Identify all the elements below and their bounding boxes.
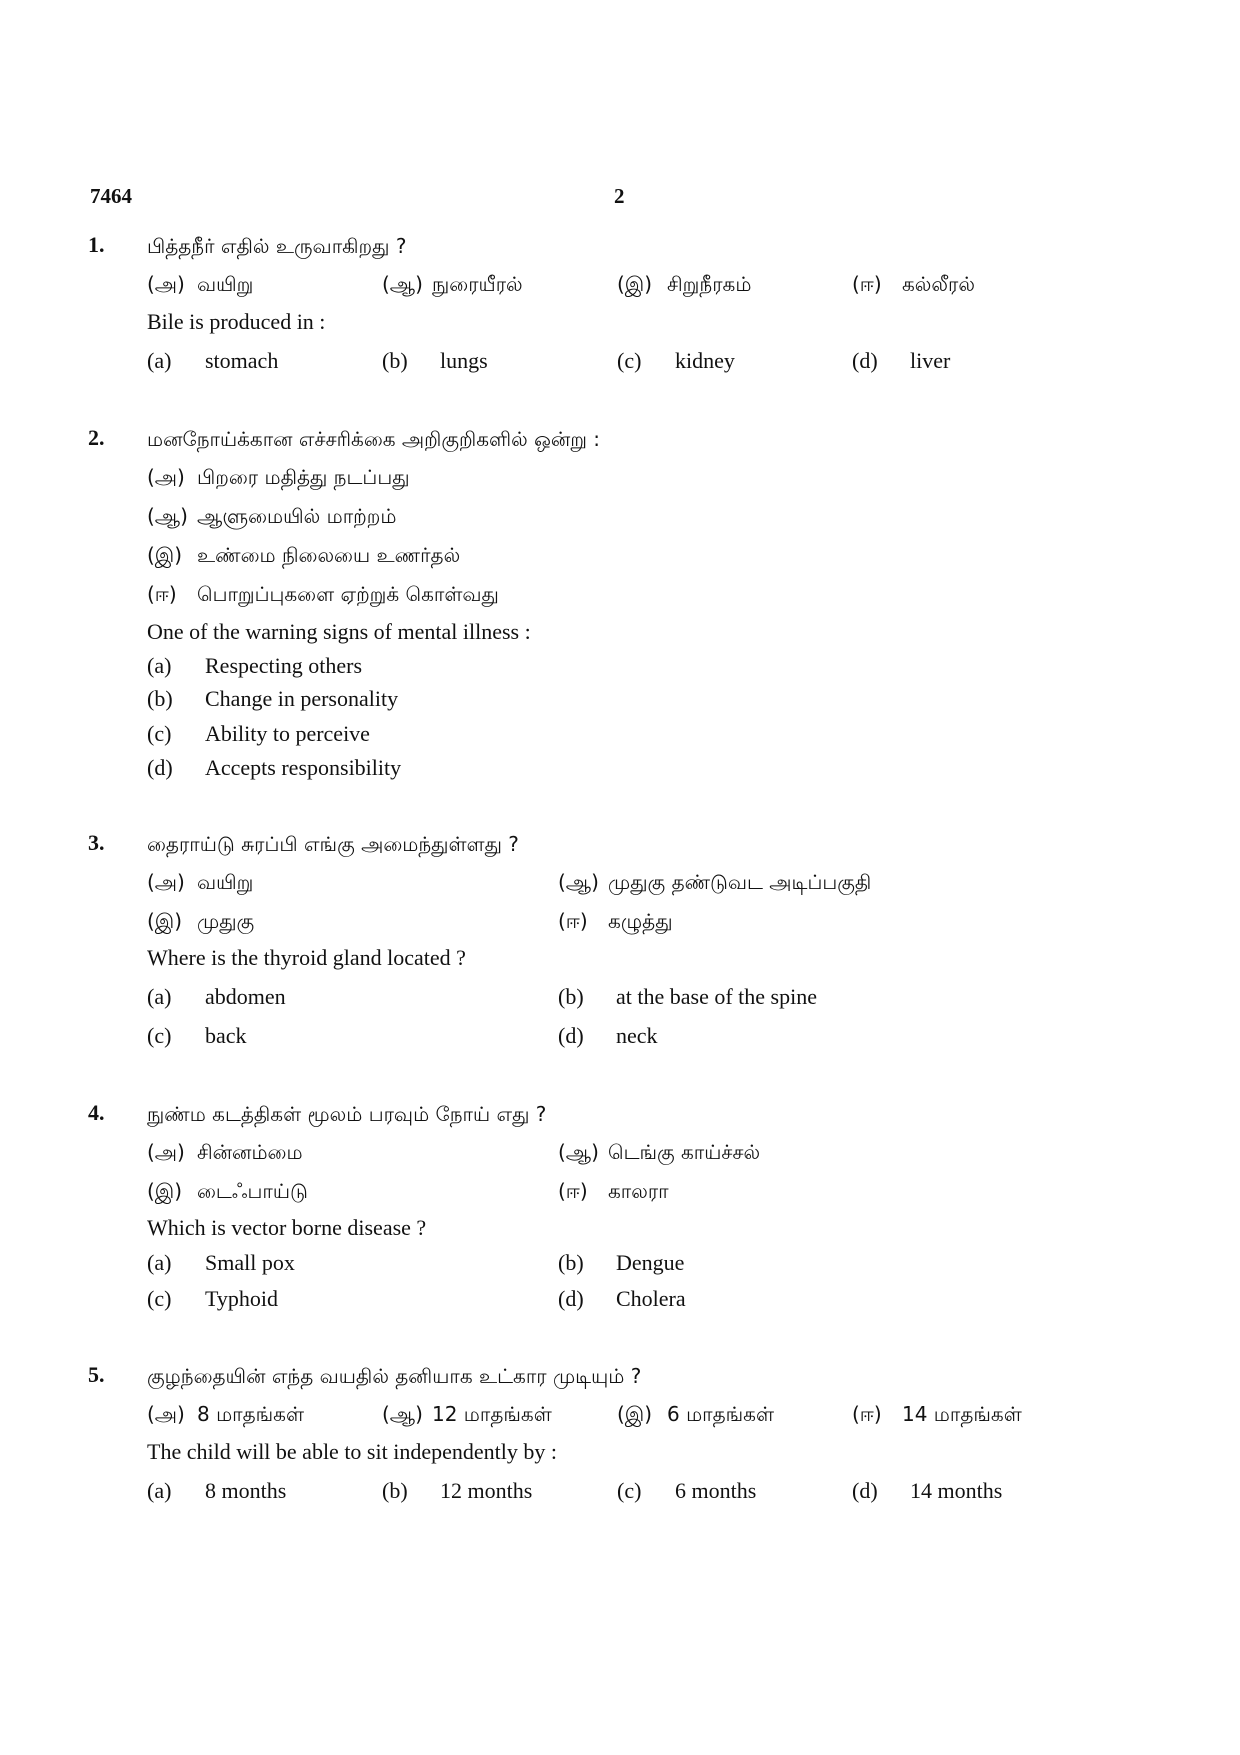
tamil-question: பித்தநீர் எதில் உருவாகிறது ? xyxy=(147,234,407,258)
english-question: The child will be able to sit independently by : xyxy=(147,1439,557,1464)
tamil-question: மனநோய்க்கான எச்சரிக்கை அறிகுறிகளில் ஒன்று : xyxy=(147,427,601,451)
english-question: Which is vector borne disease ? xyxy=(147,1215,427,1240)
tamil-option-a: (அ) 8 மாதங்கள் xyxy=(147,1402,305,1426)
tamil-option-a: (அ) வயிறு xyxy=(147,272,254,296)
english-option-c: (c) Ability to perceive xyxy=(147,721,370,746)
page-number: 2 xyxy=(614,184,625,208)
english-option-c: (c) back xyxy=(147,1023,247,1048)
english-option-a: (a) Small pox xyxy=(147,1250,295,1275)
english-option-b: (b) 12 months xyxy=(382,1478,533,1503)
english-option-c: (c) Typhoid xyxy=(147,1286,279,1311)
english-option-d: (d) neck xyxy=(558,1023,658,1048)
tamil-option-c: (இ) டைஃபாய்டு xyxy=(147,1179,308,1203)
tamil-option-d: (ஈ) காலரா xyxy=(558,1179,669,1203)
english-option-b: (b) Change in personality xyxy=(147,686,399,711)
tamil-question: நுண்ம கடத்திகள் மூலம் பரவும் நோய் எது ? xyxy=(147,1102,547,1126)
english-option-b: (b) at the base of the spine xyxy=(558,984,817,1009)
english-question: Where is the thyroid gland located ? xyxy=(147,945,466,970)
tamil-option-c: (இ) உண்மை நிலையை உணர்தல் xyxy=(147,543,461,567)
english-option-b: (b) Dengue xyxy=(558,1250,685,1275)
tamil-option-a: (அ) பிறரை மதித்து நடப்பது xyxy=(147,465,410,489)
tamil-option-b: (ஆ) 12 மாதங்கள் xyxy=(382,1402,552,1426)
question-number: 5. xyxy=(88,1362,105,1387)
english-option-b: (b) lungs xyxy=(382,348,488,373)
english-option-a: (a) Respecting others xyxy=(147,653,363,678)
tamil-option-b: (ஆ) டெங்கு காய்ச்சல் xyxy=(558,1140,761,1164)
english-option-a: (a) abdomen xyxy=(147,984,286,1009)
tamil-option-d: (ஈ) பொறுப்புகளை ஏற்றுக் கொள்வது xyxy=(147,582,499,606)
tamil-option-a: (அ) சின்னம்மை xyxy=(147,1140,303,1164)
english-option-c: (c) kidney xyxy=(617,348,735,373)
english-question: Bile is produced in : xyxy=(147,309,326,334)
tamil-option-c: (இ) முதுகு xyxy=(147,909,255,933)
english-option-c: (c) 6 months xyxy=(617,1478,757,1503)
tamil-question: தைராய்டு சுரப்பி எங்கு அமைந்துள்ளது ? xyxy=(147,832,519,856)
english-question: One of the warning signs of mental illness : xyxy=(147,619,531,644)
tamil-question: குழந்தையின் எந்த வயதில் தனியாக உட்கார முடியும் ? xyxy=(147,1364,642,1388)
tamil-option-b: (ஆ) நுரையீரல் xyxy=(382,272,523,296)
question-number: 1. xyxy=(88,232,105,257)
tamil-option-c: (இ) 6 மாதங்கள் xyxy=(617,1402,775,1426)
english-option-d: (d) Accepts responsibility xyxy=(147,755,402,780)
english-option-d: (d) 14 months xyxy=(852,1478,1003,1503)
question-number: 3. xyxy=(88,830,105,855)
tamil-option-a: (அ) வயிறு xyxy=(147,870,254,894)
question-number: 2. xyxy=(88,425,105,450)
paper-code: 7464 xyxy=(90,184,132,208)
question-number: 4. xyxy=(88,1100,105,1125)
tamil-option-b: (ஆ) ஆளுமையில் மாற்றம் xyxy=(147,504,397,528)
tamil-option-d: (ஈ) கல்லீரல் xyxy=(852,272,975,296)
english-option-d: (d) liver xyxy=(852,348,951,373)
tamil-option-b: (ஆ) முதுகு தண்டுவட அடிப்பகுதி xyxy=(558,870,872,894)
english-option-a: (a) stomach xyxy=(147,348,279,373)
tamil-option-d: (ஈ) கழுத்து xyxy=(558,909,673,933)
english-option-a: (a) 8 months xyxy=(147,1478,287,1503)
english-option-d: (d) Cholera xyxy=(558,1286,686,1311)
tamil-option-c: (இ) சிறுநீரகம் xyxy=(617,272,752,296)
tamil-option-d: (ஈ) 14 மாதங்கள் xyxy=(852,1402,1022,1426)
